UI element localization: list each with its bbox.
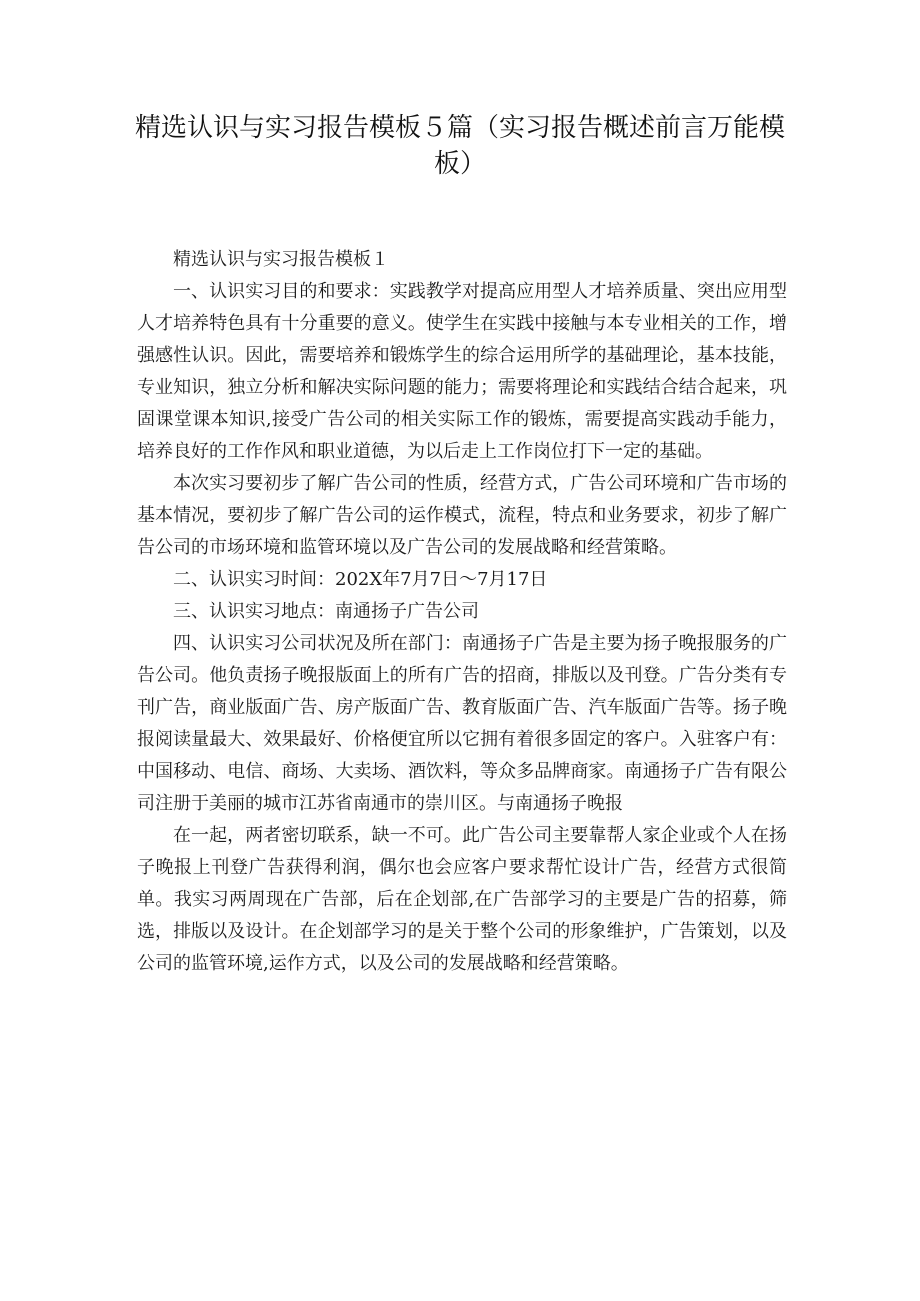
section-heading: 精选认识与实习报告模板１ xyxy=(173,249,389,270)
paragraph-purpose: 一、认识实习目的和要求：实践教学对提高应用型人才培养质量、突出应用型人才培养特色具有十分重要的意义。使学生在实践中接触与本专业相关的工作，增强感性认识。因此，需要培养和锻炼学生的综合运用所学的基础理论，基本技能，专业知识，独立分析和解决实际问题的能力；需要将理论和实践结合结合起来，巩固课堂课本知识,接受广告公司的相关实际工作的锻炼，需要提高实践动手能力，培养良好的工作作风和职业道德，为以后走上工作岗位打下一定的基础。 xyxy=(137,281,787,462)
document-body xyxy=(137,244,787,980)
document-title: 精选认识与实习报告模板５篇（实习报告概述前言万能模板） xyxy=(134,113,785,179)
paragraph-company: 四、认识实习公司状况及所在部门：南通扬子广告是主要为扬子晚报服务的广告公司。他负责扬子晚报版面上的所有广告的招商，排版以及刊登。广告分类有专刊广告，商业版面广告、房产版面广告、教育版面广告、汽车版面广告等。扬子晚报阅读量最大、效果最好、价格便宜所以它拥有着很多固定的客户。入驻客户有：中国移动、电信、商场、大卖场、酒饮料，等众多品牌商家。南通扬子广告有限公司注册于美丽的城市江苏省南通市的崇川区。与南通扬子晚报 xyxy=(137,633,787,814)
paragraph-goals: 本次实习要初步了解广告公司的性质，经营方式，广告公司环境和广告市场的基本情况，要初步了解广告公司的运作模式，流程，特点和业务要求，初步了解广告公司的市场环境和监管环境以及广告公司的发展战略和经营策略。 xyxy=(137,473,787,558)
paragraph-location: 三、认识实习地点：南通扬子广告公司 xyxy=(173,601,479,622)
paragraph-experience: 在一起，两者密切联系，缺一不可。此广告公司主要靠帮人家企业或个人在扬子晚报上刊登广告获得利润，偶尔也会应客户要求帮忙设计广告，经营方式很简单。我实习两周现在广告部，后在企划部,在广告部学习的主要是广告的招募，筛选，排版以及设计。在企划部学习的是关于整个公司的形象维护，广告策划，以及公司的监管环境,运作方式，以及公司的发展战略和经营策略。 xyxy=(137,825,787,974)
paragraph-time: 二、认识实习时间：202X年7月7日～7月17日 xyxy=(173,569,548,590)
